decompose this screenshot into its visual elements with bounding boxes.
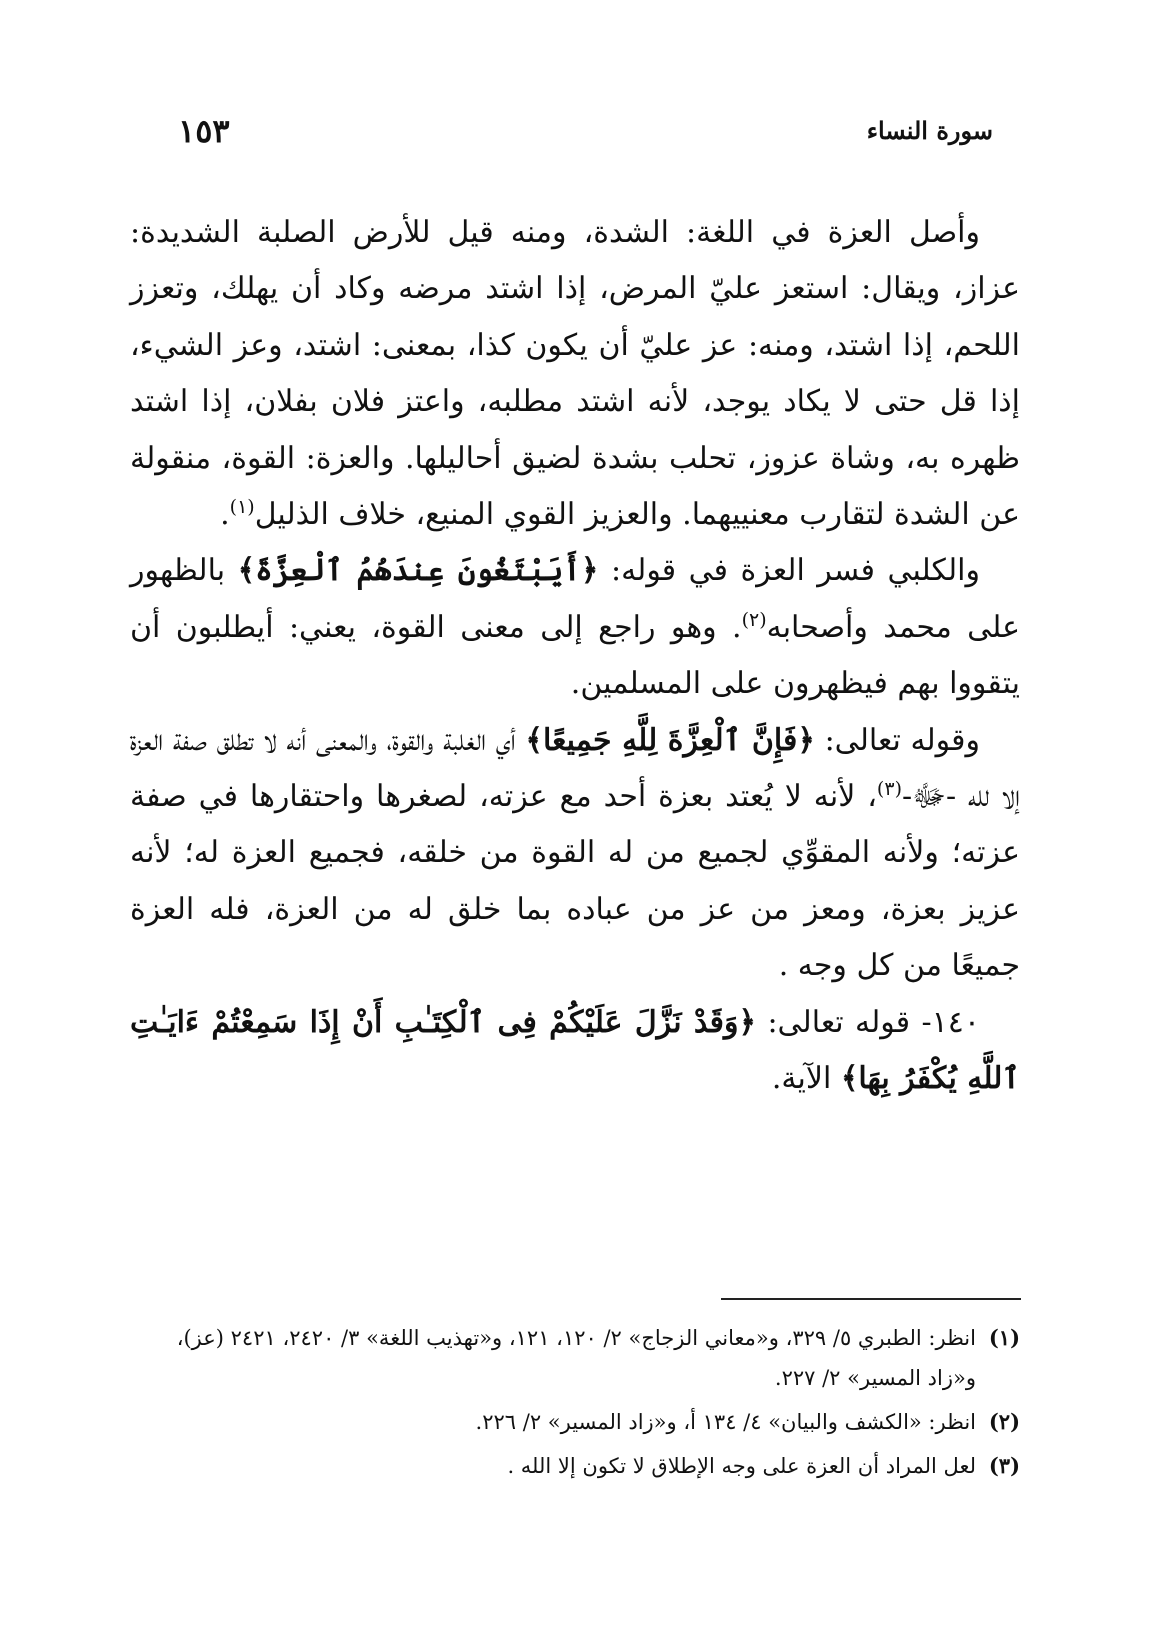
- paragraph-text: بالظهور على محمد وأصحابه: [130, 553, 1020, 645]
- paragraph: [130, 995, 1020, 1108]
- quran-verse: ﴿وَقَدْ نَزَّلَ عَلَيْكُمْ فِى ٱلْكِتَـٰبِ أَنْ إِذَا سَمِعْتُمْ ءَايَـٰتِ ٱللَّهِ يُكْفَرُ بِهَا﴾: [130, 1004, 1020, 1097]
- paragraph-text: ١٤٠- قوله تعالى:: [756, 1004, 980, 1040]
- footnote-text: انظر: الطبري ٥/ ٣٢٩، و«معاني الزجاج» ٢/ ١٢٠، ١٢١، و«تهذيب اللغة» ٣/ ٢٤٢٠، ٢٤٢١ (عز)، و«زاد المسير» ٢/ ٢٢٧.: [176, 1326, 976, 1390]
- paragraph: [130, 205, 1020, 543]
- paragraph-text: ، لأنه لا يُعتد بعزة أحد مع عزته، لصغرها واحتقارها في صفة عزته؛ ولأنه المقوِّي لجميع من له القوة من خلقه، فجميع العزة له؛ لأنه عزيز بعزة، ومعز من عز من عباده بما خلق له من العزة، فله العزة جميعًا من كل وجه .: [130, 779, 1020, 984]
- footnote: [130, 1318, 1020, 1398]
- footnote-reference: (٢): [741, 608, 767, 631]
- paragraph-text: والكلبي فسر العزة في قوله:: [598, 553, 981, 589]
- quran-verse: ﴿فَإِنَّ ٱلْعِزَّةَ لِلَّهِ جَمِيعًا﴾: [525, 722, 815, 758]
- paragraph-text: . وهو راجع إلى معنى القوة، يعني: أيطلبون أن يتقووا بهم فيظهرون على المسلمين.: [130, 609, 1020, 702]
- footnote-text: لعل المراد أن العزة على وجه الإطلاق لا تكون إلا الله .: [507, 1454, 976, 1478]
- footnotes: [130, 1318, 1020, 1490]
- footnote: [130, 1446, 1020, 1486]
- running-title: سورة النساء: [866, 116, 993, 145]
- footnote-number: (٢): [988, 1409, 1020, 1434]
- paragraph-text: وقوله تعالى:: [814, 722, 980, 758]
- paragraph-text: الآية.: [771, 1061, 841, 1097]
- paragraph: [130, 543, 1020, 712]
- paragraph-text: أي الغلبة والقوة، والمعنى أنه لا تطلق صفة العزة إلا لله -ﷻ-: [130, 722, 1021, 815]
- paragraph-text: وأصل العزة في اللغة: الشدة، ومنه قيل للأرض الصلبة الشديدة: عزاز، ويقال: استعز عليّ المرض، إذا اشتد مرضه وكاد أن يهلك، وتعزز اللحم، إذا اشتد، ومنه: عز عليّ أن يكون كذا، بمعنى: اشتد، وعز الشيء، إذا قل حتى لا يكاد يوجد، لأنه اشتد مطلبه، واعتز فلان بفلان، إذا اشتد ظهره به، وشاة عزوز، تحلب بشدة لضيق أحاليلها. والعزة: القوة، منقولة عن الشدة لتقارب معنييهما. والعزيز القوي المنيع، خلاف الذليل: [130, 215, 1020, 533]
- paragraph-end: .: [220, 497, 230, 533]
- footnote-reference: (١): [229, 496, 255, 519]
- quran-verse: ﴿أَيَبْتَغُونَ عِندَهُمُ ٱلْعِزَّةَ﴾: [237, 553, 599, 589]
- footnote-number: (٣): [988, 1453, 1020, 1478]
- main-text: [130, 205, 1020, 1108]
- page-header: [178, 112, 993, 156]
- paragraph: [130, 713, 1020, 995]
- footnote-text: انظر: «الكشف والبيان» ٤/ ١٣٤ أ، و«زاد المسير» ٢/ ٢٢٦.: [475, 1410, 976, 1434]
- footnote: [130, 1402, 1020, 1442]
- page-number: ١٥٣: [178, 112, 230, 150]
- footnote-reference: (٣): [876, 778, 902, 801]
- footnote-divider: [721, 1298, 1021, 1300]
- footnote-number: (١): [988, 1325, 1020, 1350]
